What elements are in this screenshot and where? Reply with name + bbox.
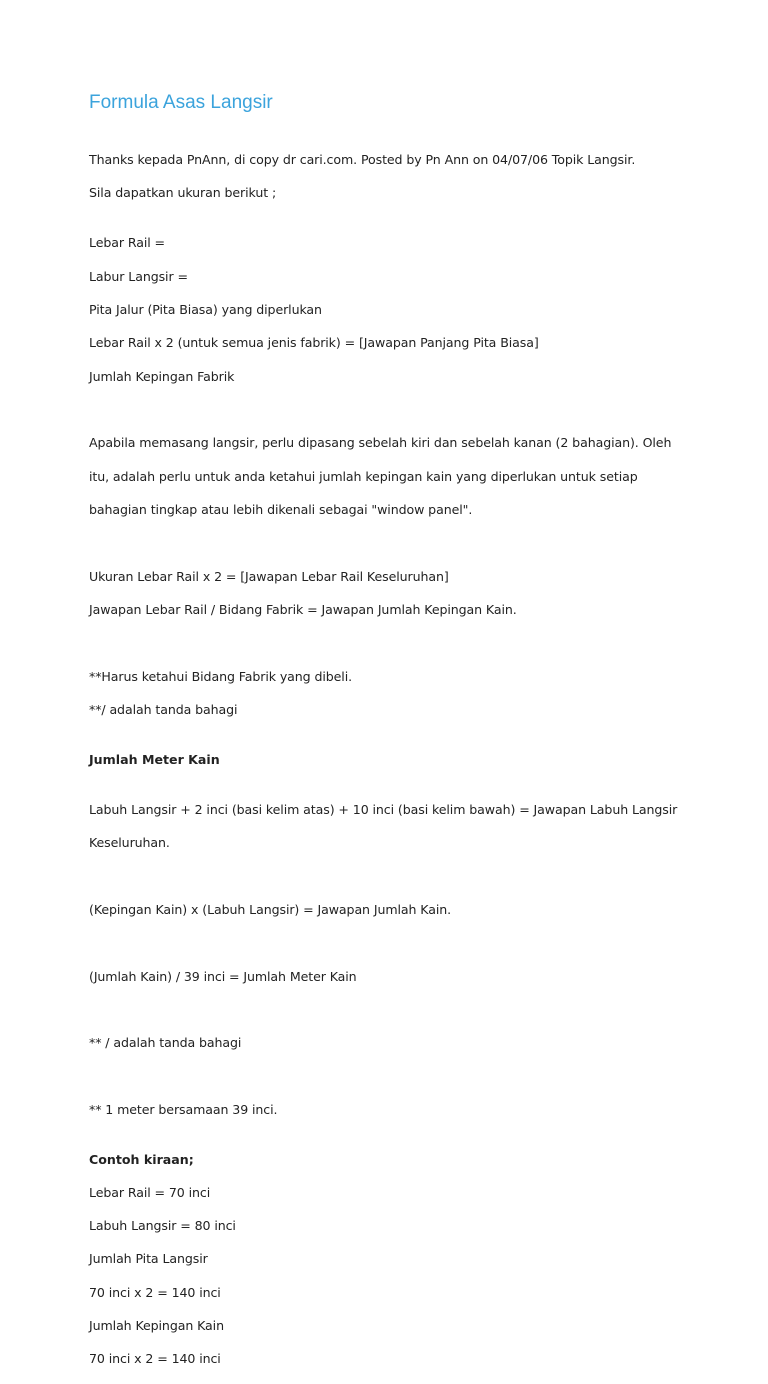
example-line: 70 inci x 2 = 140 inci [89, 1350, 221, 1366]
meter-line-block [89, 785, 689, 869]
measurement-line: Labur Langsir = [89, 268, 188, 284]
note-line: **Harus ketahui Bidang Fabrik yang dibeli. [89, 668, 353, 684]
measurement-line: Lebar Rail x 2 (untuk semua jenis fabrik) = [Jawapan Panjang Pita Biasa] [89, 335, 539, 351]
page-title: Formula Asas Langsir [89, 92, 273, 113]
meter-line-block [89, 1085, 689, 1135]
panel-note-line: itu, adalah perlu untuk anda ketahui jumlah kepingan kain yang diperlukan untuk setiap [89, 468, 638, 484]
meter-line: Labuh Langsir + 2 inci (basi kelim atas) + 10 inci (basi kelim bawah) = Jawapan Labuh Langsir [89, 802, 678, 817]
note-line: **/ adalah tanda bahagi [89, 702, 238, 718]
panel-note-line: Apabila memasang langsir, perlu dipasang sebelah kiri dan sebelah kanan (2 bahagian). Oleh [89, 435, 672, 451]
meter-line: ** 1 meter bersamaan 39 inci. [89, 1101, 278, 1117]
example-line: Jumlah Pita Langsir [89, 1251, 208, 1267]
meter-line: ** / adalah tanda bahagi [89, 1035, 242, 1051]
example-line: Lebar Rail = 70 inci [89, 1184, 211, 1200]
meter-line-block [89, 885, 689, 935]
instruction-paragraph: Sila dapatkan ukuran berikut ; [89, 185, 277, 201]
section-heading-example: Contoh kiraan; [89, 1151, 194, 1167]
intro-paragraph: Thanks kepada PnAnn, di copy dr cari.com. Posted by Pn Ann on 04/07/06 Topik Langsir. [89, 152, 636, 167]
example-line: Jumlah Kepingan Kain [89, 1317, 224, 1333]
meter-line-block [89, 1019, 689, 1069]
measurement-line: Jumlah Kepingan Fabrik [89, 368, 235, 384]
meter-line: Keseluruhan. [89, 835, 170, 851]
rail-formula-line: Jawapan Lebar Rail / Bidang Fabrik = Jawapan Jumlah Kepingan Kain. [89, 602, 517, 618]
panel-note-line: bahagian tingkap atau lebih dikenali sebagai "window panel". [89, 502, 473, 518]
meter-line-block [89, 952, 689, 1002]
measurements-list [89, 218, 689, 402]
measurement-line: Pita Jalur (Pita Biasa) yang diperlukan [89, 301, 322, 317]
notes-paragraph [89, 652, 689, 736]
meter-line: (Kepingan Kain) x (Labuh Langsir) = Jawapan Jumlah Kain. [89, 902, 452, 918]
document-page [89, 90, 689, 1384]
rail-formula-line: Ukuran Lebar Rail x 2 = [Jawapan Lebar Rail Keseluruhan] [89, 568, 449, 584]
meter-line: (Jumlah Kain) / 39 inci = Jumlah Meter Kain [89, 968, 357, 984]
example-line: 70 inci x 2 = 140 inci [89, 1284, 221, 1300]
section-heading-meter: Jumlah Meter Kain [89, 752, 220, 768]
measurement-line: Lebar Rail = [89, 235, 165, 251]
rail-formula-paragraph [89, 552, 689, 636]
panel-note-paragraph [89, 419, 689, 536]
example-line: Labuh Langsir = 80 inci [89, 1218, 236, 1234]
